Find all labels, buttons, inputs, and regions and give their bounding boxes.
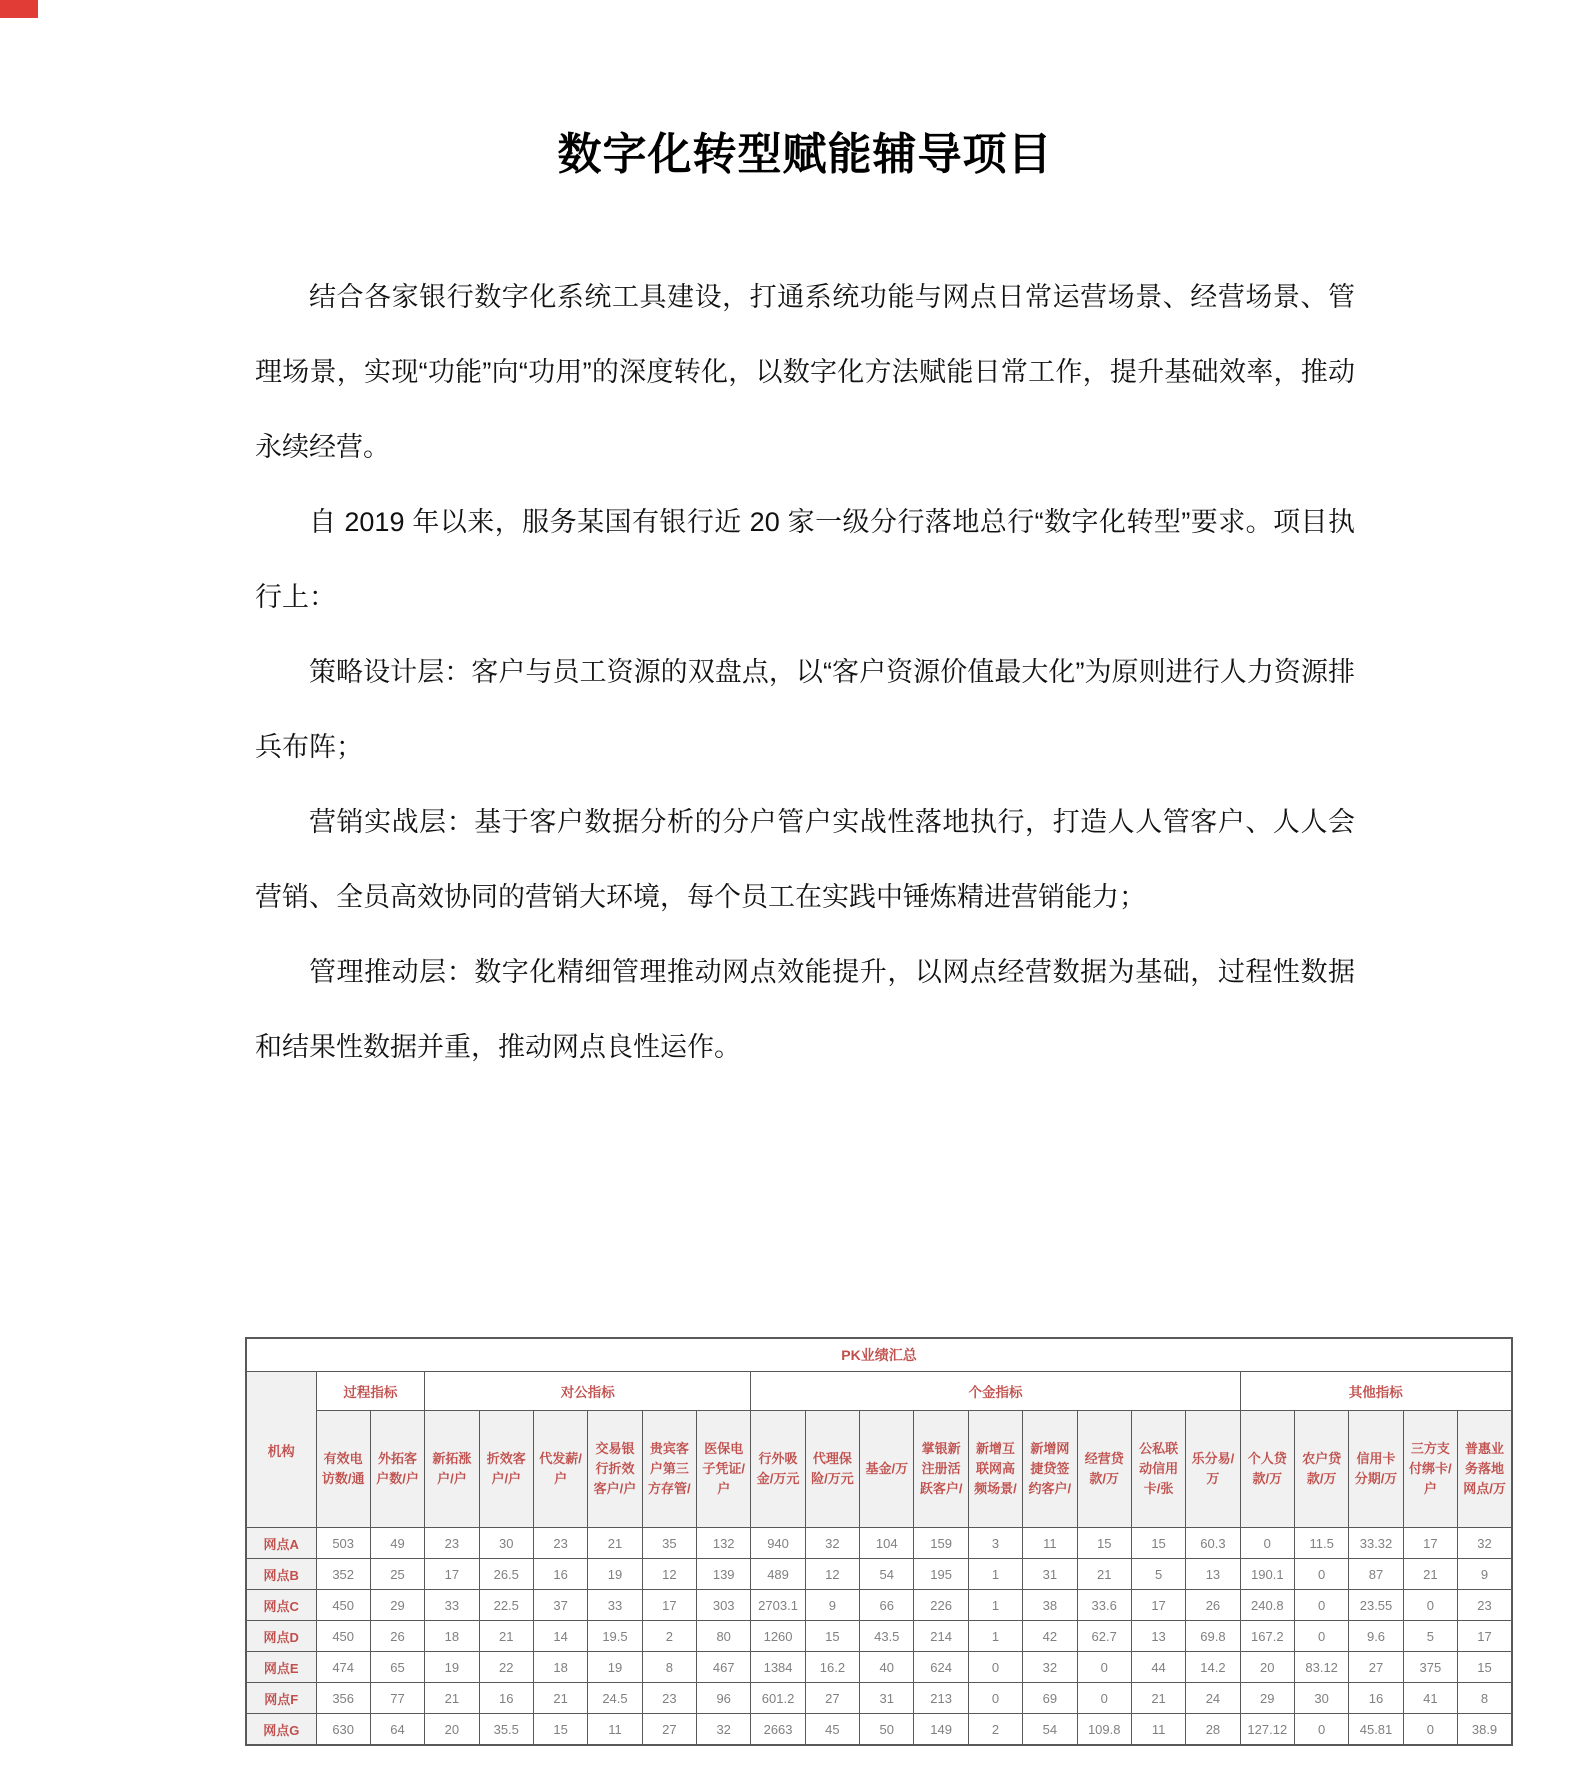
data-cell: 190.1 <box>1240 1559 1294 1590</box>
row-label: 网点D <box>246 1621 316 1652</box>
data-cell: 27 <box>642 1714 696 1746</box>
data-cell: 12 <box>642 1559 696 1590</box>
data-cell: 1 <box>968 1590 1022 1621</box>
data-cell: 45.81 <box>1349 1714 1403 1746</box>
pk-table-wrap <box>245 1337 1515 1746</box>
data-cell: 0 <box>1294 1590 1348 1621</box>
data-cell: 17 <box>425 1559 479 1590</box>
column-header: 贵宾客户第三方存管/ <box>642 1411 696 1528</box>
data-cell: 226 <box>914 1590 968 1621</box>
data-cell: 21 <box>533 1683 587 1714</box>
column-header: 农户贷款/万 <box>1294 1411 1348 1528</box>
column-header: 信用卡分期/万 <box>1349 1411 1403 1528</box>
data-cell: 9 <box>805 1590 859 1621</box>
data-cell: 45 <box>805 1714 859 1746</box>
data-cell: 87 <box>1349 1559 1403 1590</box>
group-header: 对公指标 <box>425 1372 751 1411</box>
data-cell: 303 <box>697 1590 751 1621</box>
data-cell: 33.6 <box>1077 1590 1131 1621</box>
group-header: 其他指标 <box>1240 1372 1512 1411</box>
data-cell: 21 <box>1403 1559 1457 1590</box>
data-cell: 33.32 <box>1349 1528 1403 1559</box>
data-cell: 0 <box>1294 1714 1348 1746</box>
data-cell: 149 <box>914 1714 968 1746</box>
group-header: 个金指标 <box>751 1372 1240 1411</box>
data-cell: 474 <box>316 1652 370 1683</box>
data-cell: 35 <box>642 1528 696 1559</box>
data-cell: 32 <box>1023 1652 1077 1683</box>
column-header: 外拓客户数/户 <box>370 1411 424 1528</box>
document-title: 数字化转型赋能辅导项目 <box>557 130 1053 179</box>
data-cell: 5 <box>1131 1559 1185 1590</box>
data-cell: 127.12 <box>1240 1714 1294 1746</box>
column-header: 代理保险/万元 <box>805 1411 859 1528</box>
data-cell: 54 <box>860 1559 914 1590</box>
data-cell: 15 <box>805 1621 859 1652</box>
data-cell: 0 <box>1077 1652 1131 1683</box>
column-header: 医保电子凭证/户 <box>697 1411 751 1528</box>
data-cell: 8 <box>1458 1683 1512 1714</box>
data-cell: 31 <box>1023 1559 1077 1590</box>
data-cell: 62.7 <box>1077 1621 1131 1652</box>
paragraph: 结合各家银行数字化系统工具建设，打通系统功能与网点日常运营场景、经营场景、管理场景，实现“功能”向“功用”的深度转化，以数字化方法赋能日常工作，提升基础效率，推动永续经营。 <box>255 282 1355 462</box>
data-cell: 65 <box>370 1652 424 1683</box>
data-cell: 214 <box>914 1621 968 1652</box>
data-cell: 16 <box>1349 1683 1403 1714</box>
column-header: 有效电访数/通 <box>316 1411 370 1528</box>
data-cell: 0 <box>1294 1621 1348 1652</box>
data-cell: 9.6 <box>1349 1621 1403 1652</box>
table-row <box>246 1559 1512 1590</box>
data-cell: 213 <box>914 1683 968 1714</box>
data-cell: 29 <box>370 1590 424 1621</box>
data-cell: 17 <box>1403 1528 1457 1559</box>
column-header: 普惠业务落地网点/万 <box>1458 1411 1512 1528</box>
data-cell: 132 <box>697 1528 751 1559</box>
data-cell: 0 <box>1077 1683 1131 1714</box>
paragraph: 管理推动层：数字化精细管理推动网点效能提升，以网点经营数据为基础，过程性数据和结果性数据并重，推动网点良性运作。 <box>255 957 1355 1062</box>
data-cell: 54 <box>1023 1714 1077 1746</box>
data-cell: 0 <box>1294 1559 1348 1590</box>
data-cell: 18 <box>533 1652 587 1683</box>
data-cell: 24.5 <box>588 1683 642 1714</box>
data-cell: 11 <box>588 1714 642 1746</box>
paragraph: 自 2019 年以来，服务某国有银行近 20 家一级分行落地总行“数字化转型”要求。项目执行上： <box>255 507 1355 612</box>
data-cell: 1260 <box>751 1621 805 1652</box>
column-header: 折效客户/户 <box>479 1411 533 1528</box>
data-cell: 19 <box>588 1559 642 1590</box>
data-cell: 104 <box>860 1528 914 1559</box>
data-cell: 109.8 <box>1077 1714 1131 1746</box>
column-header: 掌银新注册活跃客户/ <box>914 1411 968 1528</box>
data-cell: 356 <box>316 1683 370 1714</box>
data-cell: 489 <box>751 1559 805 1590</box>
data-cell: 19 <box>425 1652 479 1683</box>
data-cell: 32 <box>805 1528 859 1559</box>
data-cell: 22 <box>479 1652 533 1683</box>
table-row <box>246 1683 1512 1714</box>
column-header: 经营贷款/万 <box>1077 1411 1131 1528</box>
column-header: 三方支付绑卡/户 <box>1403 1411 1457 1528</box>
data-cell: 37 <box>533 1590 587 1621</box>
data-cell: 15 <box>1077 1528 1131 1559</box>
column-header-row <box>246 1411 1512 1528</box>
data-cell: 450 <box>316 1621 370 1652</box>
data-cell: 352 <box>316 1559 370 1590</box>
row-label: 网点C <box>246 1590 316 1621</box>
row-label: 网点E <box>246 1652 316 1683</box>
column-header: 新拓涨户/户 <box>425 1411 479 1528</box>
data-cell: 159 <box>914 1528 968 1559</box>
data-cell: 21 <box>1077 1559 1131 1590</box>
data-cell: 26.5 <box>479 1559 533 1590</box>
data-cell: 17 <box>1131 1590 1185 1621</box>
data-cell: 11 <box>1131 1714 1185 1746</box>
data-cell: 17 <box>1458 1621 1512 1652</box>
data-cell: 1 <box>968 1621 1022 1652</box>
pk-table <box>245 1337 1513 1746</box>
data-cell: 69.8 <box>1186 1621 1240 1652</box>
data-cell: 26 <box>370 1621 424 1652</box>
data-cell: 1 <box>968 1559 1022 1590</box>
data-cell: 13 <box>1186 1559 1240 1590</box>
pk-table-body <box>246 1528 1512 1746</box>
data-cell: 18 <box>425 1621 479 1652</box>
data-cell: 5 <box>1403 1621 1457 1652</box>
data-cell: 467 <box>697 1652 751 1683</box>
table-row <box>246 1621 1512 1652</box>
data-cell: 2 <box>642 1621 696 1652</box>
data-cell: 14 <box>533 1621 587 1652</box>
column-header: 行外吸金/万元 <box>751 1411 805 1528</box>
data-cell: 50 <box>860 1714 914 1746</box>
data-cell: 0 <box>1403 1714 1457 1746</box>
data-cell: 139 <box>697 1559 751 1590</box>
data-cell: 60.3 <box>1186 1528 1240 1559</box>
column-header: 新增网捷贷签约客户/ <box>1023 1411 1077 1528</box>
column-header: 基金/万 <box>860 1411 914 1528</box>
data-cell: 23 <box>425 1528 479 1559</box>
data-cell: 21 <box>425 1683 479 1714</box>
data-cell: 24 <box>1186 1683 1240 1714</box>
row-label: 网点G <box>246 1714 316 1746</box>
corner-artifact <box>0 0 42 18</box>
data-cell: 15 <box>1458 1652 1512 1683</box>
data-cell: 44 <box>1131 1652 1185 1683</box>
column-header: 个人贷款/万 <box>1240 1411 1294 1528</box>
data-cell: 15 <box>1131 1528 1185 1559</box>
data-cell: 503 <box>316 1528 370 1559</box>
data-cell: 11.5 <box>1294 1528 1348 1559</box>
data-cell: 30 <box>479 1528 533 1559</box>
column-header: 交易银行折效客户/户 <box>588 1411 642 1528</box>
group-header: 过程指标 <box>316 1372 425 1411</box>
data-cell: 16 <box>479 1683 533 1714</box>
data-cell: 28 <box>1186 1714 1240 1746</box>
data-cell: 35.5 <box>479 1714 533 1746</box>
data-cell: 0 <box>1403 1590 1457 1621</box>
data-cell: 30 <box>1294 1683 1348 1714</box>
data-cell: 0 <box>1240 1528 1294 1559</box>
data-cell: 22.5 <box>479 1590 533 1621</box>
table-row <box>246 1714 1512 1746</box>
pk-table-head <box>246 1338 1512 1528</box>
data-cell: 630 <box>316 1714 370 1746</box>
data-cell: 43.5 <box>860 1621 914 1652</box>
data-cell: 83.12 <box>1294 1652 1348 1683</box>
data-cell: 32 <box>697 1714 751 1746</box>
data-cell: 12 <box>805 1559 859 1590</box>
row-label: 网点A <box>246 1528 316 1559</box>
document-content <box>255 118 1355 1085</box>
data-cell: 13 <box>1131 1621 1185 1652</box>
data-cell: 601.2 <box>751 1683 805 1714</box>
data-cell: 240.8 <box>1240 1590 1294 1621</box>
corner-header-institution: 机构 <box>246 1372 316 1528</box>
paragraph: 营销实战层：基于客户数据分析的分户管户实战性落地执行，打造人人管客户、人人会营销、全员高效协同的营销大环境，每个员工在实践中锤炼精进营销能力； <box>255 807 1355 912</box>
data-cell: 29 <box>1240 1683 1294 1714</box>
data-cell: 66 <box>860 1590 914 1621</box>
data-cell: 2 <box>968 1714 1022 1746</box>
data-cell: 32 <box>1458 1528 1512 1559</box>
data-cell: 19 <box>588 1652 642 1683</box>
data-cell: 77 <box>370 1683 424 1714</box>
column-header: 代发薪/户 <box>533 1411 587 1528</box>
data-cell: 167.2 <box>1240 1621 1294 1652</box>
data-cell: 31 <box>860 1683 914 1714</box>
data-cell: 11 <box>1023 1528 1077 1559</box>
data-cell: 16 <box>533 1559 587 1590</box>
data-cell: 33 <box>588 1590 642 1621</box>
table-row <box>246 1590 1512 1621</box>
data-cell: 3 <box>968 1528 1022 1559</box>
data-cell: 15 <box>533 1714 587 1746</box>
data-cell: 23 <box>1458 1590 1512 1621</box>
data-cell: 69 <box>1023 1683 1077 1714</box>
data-cell: 38.9 <box>1458 1714 1512 1746</box>
data-cell: 27 <box>805 1683 859 1714</box>
data-cell: 21 <box>479 1621 533 1652</box>
data-cell: 27 <box>1349 1652 1403 1683</box>
data-cell: 8 <box>642 1652 696 1683</box>
data-cell: 20 <box>425 1714 479 1746</box>
data-cell: 80 <box>697 1621 751 1652</box>
data-cell: 2663 <box>751 1714 805 1746</box>
data-cell: 40 <box>860 1652 914 1683</box>
data-cell: 23.55 <box>1349 1590 1403 1621</box>
table-row <box>246 1652 1512 1683</box>
data-cell: 195 <box>914 1559 968 1590</box>
data-cell: 42 <box>1023 1621 1077 1652</box>
data-cell: 450 <box>316 1590 370 1621</box>
data-cell: 64 <box>370 1714 424 1746</box>
data-cell: 21 <box>1131 1683 1185 1714</box>
data-cell: 23 <box>642 1683 696 1714</box>
data-cell: 2703.1 <box>751 1590 805 1621</box>
column-header: 公私联动信用卡/张 <box>1131 1411 1185 1528</box>
group-header-row <box>246 1372 1512 1411</box>
data-cell: 375 <box>1403 1652 1457 1683</box>
data-cell: 23 <box>533 1528 587 1559</box>
data-cell: 38 <box>1023 1590 1077 1621</box>
table-title: PK业绩汇总 <box>246 1338 1512 1372</box>
data-cell: 26 <box>1186 1590 1240 1621</box>
column-header: 乐分易/万 <box>1186 1411 1240 1528</box>
data-cell: 9 <box>1458 1559 1512 1590</box>
data-cell: 41 <box>1403 1683 1457 1714</box>
data-cell: 14.2 <box>1186 1652 1240 1683</box>
data-cell: 49 <box>370 1528 424 1559</box>
data-cell: 0 <box>968 1652 1022 1683</box>
data-cell: 96 <box>697 1683 751 1714</box>
data-cell: 16.2 <box>805 1652 859 1683</box>
data-cell: 25 <box>370 1559 424 1590</box>
data-cell: 624 <box>914 1652 968 1683</box>
row-label: 网点B <box>246 1559 316 1590</box>
data-cell: 17 <box>642 1590 696 1621</box>
data-cell: 20 <box>1240 1652 1294 1683</box>
paragraph: 策略设计层：客户与员工资源的双盘点，以“客户资源价值最大化”为原则进行人力资源排兵布阵； <box>255 657 1355 762</box>
row-label: 网点F <box>246 1683 316 1714</box>
data-cell: 21 <box>588 1528 642 1559</box>
column-header: 新增互联网高频场景/ <box>968 1411 1022 1528</box>
table-row <box>246 1528 1512 1559</box>
data-cell: 33 <box>425 1590 479 1621</box>
data-cell: 19.5 <box>588 1621 642 1652</box>
data-cell: 940 <box>751 1528 805 1559</box>
table-title-row <box>246 1338 1512 1372</box>
data-cell: 0 <box>968 1683 1022 1714</box>
data-cell: 1384 <box>751 1652 805 1683</box>
